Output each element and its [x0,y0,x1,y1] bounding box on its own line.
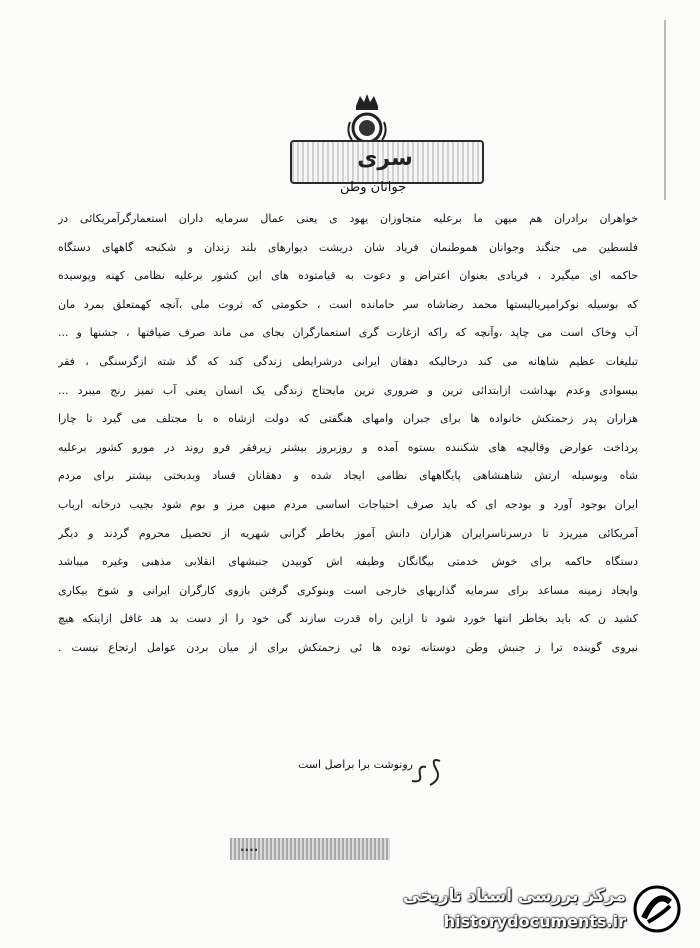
body-line: شاه وبوسیله ارتش شاهنشاهی پایگاههای نظامی ایجاد شده و دهقانان فساد وبدبختی بیشتر برای مردم [58,469,638,483]
body-line: فلسطین می جنگند وجوانان هموطنمان فریاد شان دریشت دیوارهای بلند زندان و شکنجه گاههای دستگاه [58,240,638,254]
body-line: حاکمه ای میگیرد ، فریادی بعنوان اعتراض و دعوت به قیامتوده های این کشور برعلیه نظامی کهنه وپوسیده [58,269,638,283]
document-body [58,205,638,663]
watermark-url: historydocuments.ir [443,912,626,931]
stamp-text: سری [357,145,413,171]
body-line: نیروی گوینده ترا ز جنبش وطن دوستانه توده ها ئی زحمتکش برای از میان بردن عوامل ارتجاع نیست . [58,640,638,654]
body-line: بیسوادی وعدم بهداشت ازابتدائی ترین و ضروری ترین مایحتاج زندگی یک انسان یعنی آب تمیز رنج میبرد ... [58,383,638,397]
bottom-stamp-text: .... [240,840,259,854]
watermark-title: مرکز بررسی اسناد تاریخی [403,886,626,906]
body-line: دستگاه حاکمه برای خوش خدمتی بیگانگان وظیفه اش کوبیدن جنبشهای انقلابی مذهبی وغیره میباشد [58,555,638,569]
document-subtitle: جوانان وطن [340,180,407,195]
body-line: وایجاد زمینه مساعد برای سرمایه گذاریهای خارجی است وبنوکری گرفتن بازوی کارگران ایرانی و شوخ بیکاری [58,583,638,597]
body-line: آمریکائی میریزد تا درسرتاسرایران هزاران دانش آموز بخاطر گرانی شهریه از تحصیل محروم گردند و دیگر [58,526,638,540]
body-line: که بوسیله نوکرامپریالیستها محمد رضاشاه سر حامانده است ، حکومتی که ثروت ملی ،آنچه کهمتعلق بمرد مان [58,297,638,311]
archive-logo-icon [632,884,682,934]
body-line: آب وخاک است می چاپد ،وآنچه که راکه ازغارت گری استعمارگران بجای می ماند صرف ضیافتها ، جشنها و ... [58,326,638,340]
body-line: هزاران پدر زحمتکش خانواده ها برای جبران وامهای هنگفتی که دولت ازشاه ه با مجتلف می گیرد تا چارا [58,412,638,426]
body-line: کشید ن که باید بخاطر انتها خورد شود تا ازاین راه قدرت سازند گی خود را از دست بد هد غافل ازاینکه هیچ [58,612,638,626]
body-line: خواهران برادران هم میهن ما برعلیه متجاوزان یهود ی یعنی عمال سرمایه داران استعمارگرآمریکائی در [58,212,638,225]
certified-copy-note: رونوشت برا براصل است [298,758,413,771]
body-line: پرداخت عوارض وقالیچه های شکننده بستوه آمده و روزبروز بیشتر زیرفقر فرو روند در مورو کشور برعلیه [58,440,638,454]
watermark [400,880,690,940]
body-line: ایران بوجود آورد و بودجه ای که باید صرف احتیاجات اساسی مردم میهن مرز و بوم شود بجیب درخانه ارباب [58,497,638,511]
body-line: تبلیغات عظیم شاهانه می کند درحالیکه دهقان ایرانی درشرایطی زندگی کند که گذ شته ازگرسنگی ، فقر [58,354,638,368]
